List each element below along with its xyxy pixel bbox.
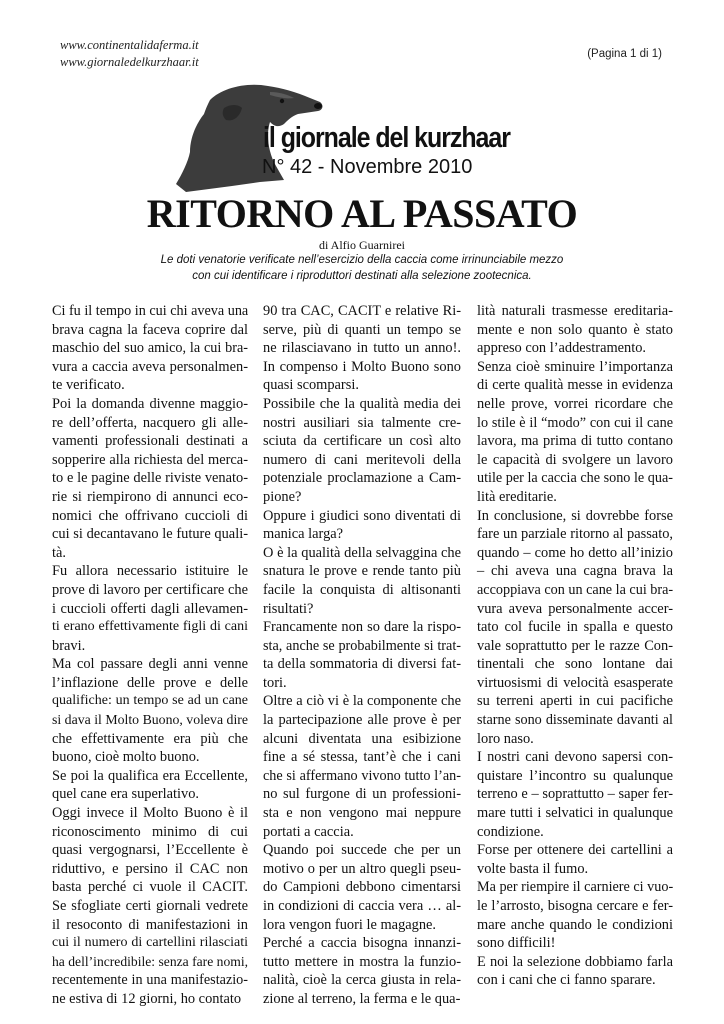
- text-line: I nostri cani devono sapersi con-: [477, 749, 673, 766]
- text-line: tato col fucile in spalla e questo: [477, 619, 673, 636]
- text-line: terreno e – soprattutto – saper fer-: [477, 786, 673, 803]
- text-line: vale soprattutto per le razze Con-: [477, 637, 673, 654]
- text-line: – chi aveva una cagna brava la: [477, 563, 673, 580]
- text-line: la partecipazione alle prove è per: [263, 712, 461, 729]
- text-line: tori.: [263, 674, 287, 691]
- text-line: che si affermano vivono tutto l’an-: [263, 767, 461, 784]
- article-column-2: [263, 302, 461, 1009]
- text-line: quasi vergognarsi, l’Eccellente è: [52, 842, 248, 859]
- text-line: riconoscimento minimo di cui: [52, 823, 248, 840]
- text-line: mare tutti i selvatici in qualunque: [477, 805, 673, 822]
- text-line: Poi la domanda divenne maggio-: [52, 395, 248, 412]
- text-line: snatura le prove e rende tanto più: [263, 563, 461, 580]
- text-line: rie si riempirono di annunci eco-: [52, 488, 248, 505]
- text-line: zione al terreno, la ferma e le qua-: [263, 990, 461, 1007]
- text-line: Se sfogliate certi giornali vedrete: [52, 898, 248, 914]
- text-line: buono, cioè molto buono.: [52, 749, 200, 766]
- text-line: fare un parziale ritorno al passato,: [477, 526, 673, 543]
- text-line: nostri ausiliari sia talmente cre-: [263, 414, 461, 431]
- text-line: qualifiche: un tempo se ad un cane: [52, 693, 248, 709]
- article-column-3: [477, 302, 673, 990]
- text-line: lità ereditarie.: [477, 488, 557, 505]
- text-line: E noi la selezione dobbiamo farla: [477, 953, 673, 970]
- text-line: volte basta il fumo.: [477, 860, 589, 877]
- text-line: condizione.: [477, 823, 544, 840]
- text-line: no sul furgone di un professioni-: [263, 786, 461, 803]
- text-line: quistare l’incontro su qualunque: [477, 767, 673, 784]
- text-line: Fu allora necessario istituire le: [52, 563, 248, 580]
- text-line: quel cane era superlativo.: [52, 786, 200, 803]
- text-line: loro naso.: [477, 730, 534, 747]
- text-line: lavora, ma prima di tutto contano: [477, 433, 673, 450]
- text-line: cui si decantavano le future quali-: [52, 526, 248, 543]
- text-line: lo stile è il “modo” con cui il cane: [477, 414, 673, 431]
- text-line: numero di cani meritevoli della: [263, 451, 461, 468]
- text-line: Perché a caccia bisogna innanzi-: [263, 935, 461, 952]
- text-line: si dava il Molto Buono, voleva dire: [52, 712, 248, 728]
- article-subtitle-line: con cui identificare i riproduttori destinati alla selezione zootecnica.: [192, 270, 532, 282]
- text-line: prove di lavoro per certificare che: [52, 581, 248, 598]
- page-number: (Pagina 1 di 1): [587, 48, 662, 60]
- text-line: mare anche quando le condizioni: [477, 916, 673, 933]
- text-line: re dell’offerta, nacquero gli alle-: [52, 414, 248, 431]
- text-line: motivo o per un altro quegli pseu-: [263, 860, 461, 877]
- text-line: Ma per riempire il carniere ci vuo-: [477, 879, 674, 896]
- text-line: te verificato.: [52, 377, 125, 394]
- masthead: il giornale del kurzhaar: [263, 122, 510, 154]
- text-line: virtuosismi di velocità esasperate: [477, 674, 673, 691]
- text-line: quando – come ho detto all’inizio: [477, 544, 673, 561]
- text-line: nomici che offrivano cuccioli di: [52, 507, 248, 524]
- article-title: RITORNO AL PASSATO: [146, 191, 578, 236]
- text-line: Se poi la qualifica era Eccellente,: [52, 767, 248, 784]
- text-line: sta e non vengono mai neppure: [263, 805, 461, 822]
- text-line: lora vengon fuori le magagne.: [263, 916, 437, 933]
- text-line: riduttivo, e persino il CAC non: [52, 860, 248, 877]
- text-line: recentemente in una manifestazio-: [52, 972, 248, 989]
- text-line: facile la conquista di altisonanti: [263, 581, 461, 598]
- text-line: Quando poi succede che per un: [263, 842, 461, 859]
- text-line: O è la qualità della selvaggina che: [263, 544, 461, 561]
- text-line: Forse per ottenere dei cartellini a: [477, 842, 673, 859]
- text-line: l’inflazione delle prove e delle: [52, 674, 248, 691]
- text-line: to e le pagine delle riviste venato-: [52, 470, 248, 487]
- text-line: brava cagna la faceva coprire dal: [52, 321, 248, 338]
- text-line: che effettivamente era più che: [52, 730, 248, 747]
- text-line: di certe qualità messe in evidenza: [477, 377, 673, 394]
- text-line: nalità, cioè la cerca giusta in rela-: [263, 972, 461, 989]
- text-line: do Campioni debbono cimentarsi: [263, 879, 461, 896]
- text-line: cui il numero di cartellini rilasciati: [52, 935, 248, 951]
- text-line: Senza cioè sminuire l’importanza: [477, 358, 673, 375]
- text-line: sciuta da certificare un così alto: [263, 433, 461, 450]
- text-line: risultati?: [263, 600, 314, 617]
- text-line: vamenti professionali destinati a: [52, 433, 248, 450]
- text-line: In compenso i Molto Buono sono: [263, 358, 461, 375]
- text-line: fine a sé stessa, tant’è che i cani: [263, 749, 461, 766]
- article-subtitle-line: Le doti venatorie verificate nell’esercizio della caccia come irrinunciabile mezzo: [160, 254, 564, 266]
- text-line: serve, più di quanti un tempo se: [263, 321, 461, 338]
- text-line: portati a caccia.: [263, 823, 354, 840]
- text-line: Possibile che la qualità media dei: [263, 395, 461, 412]
- text-line: con i cani che ci fanno sparare.: [477, 972, 656, 989]
- text-line: il resoconto di manifestazioni in: [52, 916, 248, 933]
- text-line: potenziale proclamazione a Cam-: [263, 470, 461, 487]
- text-line: starne sono disseminate davanti al: [477, 712, 673, 729]
- text-line: ta della sommatoria di diversi fat-: [263, 656, 461, 673]
- text-line: appreso con l’addestramento.: [477, 340, 647, 357]
- text-line: Oppure i giudici sono diventati di: [263, 507, 461, 524]
- text-line: nelle prove, vorrei ricordare che: [477, 395, 673, 412]
- text-line: accoppiava con un cane la cui bra-: [477, 581, 674, 598]
- text-line: in condizioni di caccia vera … al-: [263, 898, 461, 914]
- text-line: tutto mettere in mostra la funzio-: [263, 953, 461, 970]
- text-line: bravi.: [52, 637, 86, 654]
- text-line: su terreni aperti in cui pacifiche: [477, 693, 673, 710]
- article-author: di Alfio Guarnirei: [319, 238, 405, 252]
- issue-number: N° 42 - Novembre 2010: [262, 156, 473, 178]
- text-line: 90 tra CAC, CACIT e relative Ri-: [263, 303, 461, 319]
- text-line: lità naturali trasmesse ereditaria-: [477, 303, 673, 319]
- text-line: sono difficili!: [477, 935, 556, 952]
- text-line: maschio del suo amico, la cui bra-: [52, 340, 248, 357]
- text-line: le l’arrosto, bisogna cercare e fer-: [477, 898, 673, 914]
- text-line: utile per la caccia che sono le qua-: [477, 470, 673, 487]
- text-line: sta, anche se probabilmente si trat-: [263, 637, 461, 654]
- text-line: tinentali che sono lontane dai: [477, 656, 673, 673]
- text-line: tà.: [52, 544, 66, 561]
- text-line: vura a caccia aveva personalmen-: [52, 358, 248, 375]
- text-line: basta perché ci vuole il CACIT.: [52, 879, 248, 896]
- text-line: Ci fu il tempo in cui chi aveva una: [52, 303, 249, 319]
- text-line: alcuni diventata una esibizione: [263, 730, 461, 747]
- text-line: ne rilasciavano in tutto un anno!.: [263, 340, 461, 357]
- website-url-continentali[interactable]: www.continentalidaferma.it: [60, 38, 199, 52]
- text-line: Oggi invece il Molto Buono è il: [52, 805, 248, 822]
- text-line: manica larga?: [263, 526, 344, 543]
- text-line: sopperire alla richiesta del merca-: [52, 451, 248, 468]
- text-line: mente e non solo quanto è stato: [477, 321, 673, 338]
- text-line: quasi scomparsi.: [263, 377, 359, 394]
- text-line: Oltre a ciò vi è la componente che: [263, 693, 461, 710]
- text-line: ti erano effettivamente figli di cani: [52, 619, 248, 635]
- text-line: Francamente non so dare la rispo-: [263, 619, 461, 636]
- text-line: In conclusione, si dovrebbe forse: [477, 507, 673, 524]
- text-line: i cuccioli offerti dagli allevamen-: [52, 600, 248, 617]
- article-column-1: [52, 302, 248, 1009]
- text-line: vura aveva personalmente accer-: [477, 600, 673, 617]
- text-line: ha dell’incredibile: senza fare nomi,: [52, 953, 248, 969]
- text-line: pione?: [263, 488, 302, 505]
- text-line: le capacità di svolgere un lavoro: [477, 451, 673, 468]
- website-url-giornale[interactable]: www.giornaledelkurzhaar.it: [60, 55, 199, 69]
- text-line: Ma col passare degli anni venne: [52, 656, 248, 673]
- text-line: ne estiva di 12 giorni, ho contato: [52, 990, 242, 1007]
